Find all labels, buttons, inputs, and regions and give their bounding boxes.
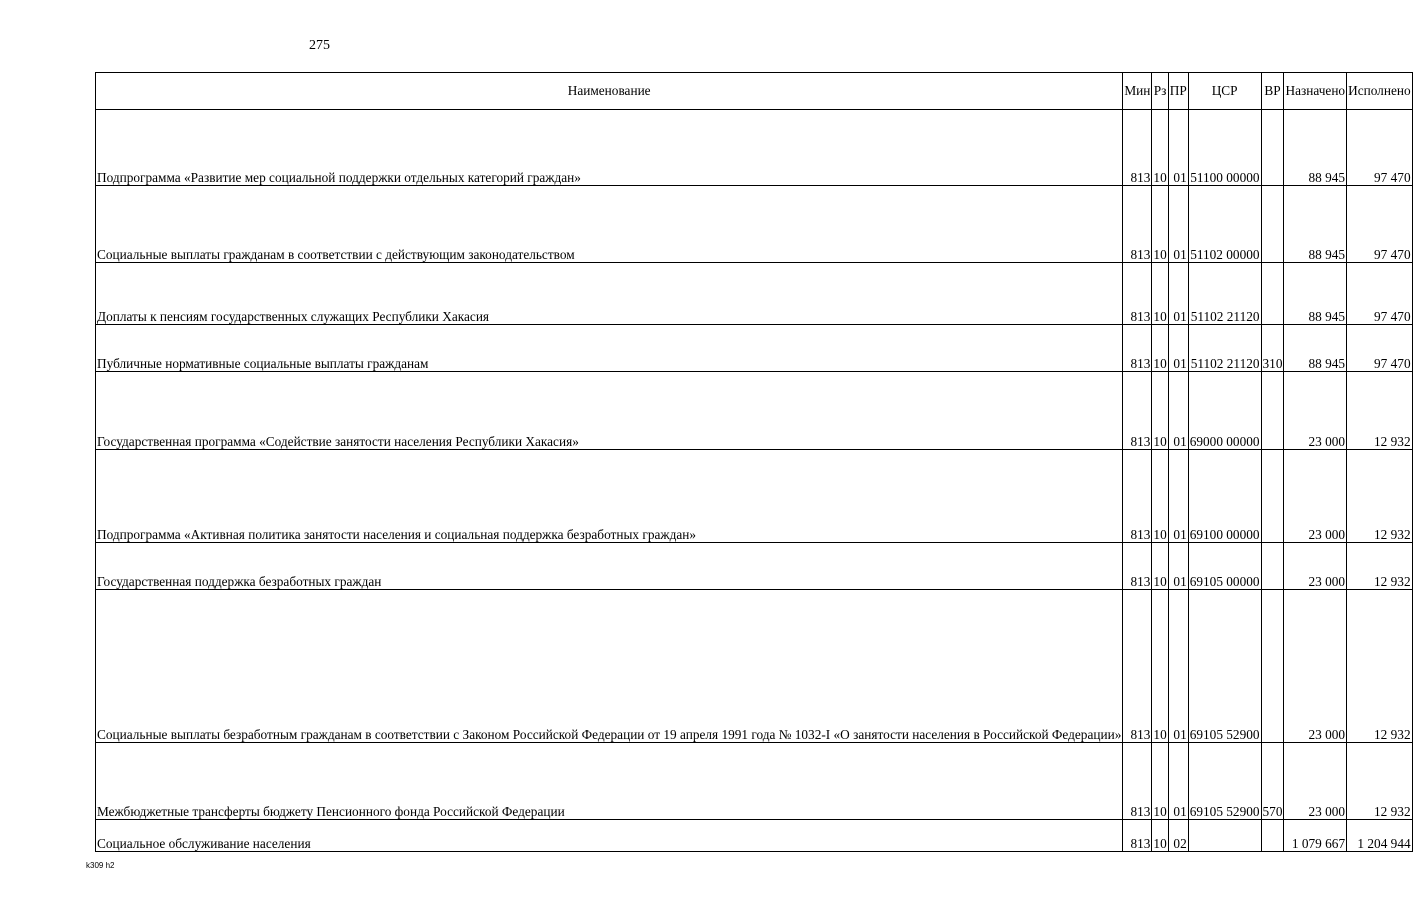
header-assigned: Назначено [1284, 73, 1347, 110]
row-name: Социальные выплаты гражданам в соответствии с действующим законодательством [96, 186, 1123, 263]
row-vr [1261, 263, 1284, 325]
row-pr: 02 [1168, 820, 1188, 852]
row-executed: 1 204 944 [1347, 820, 1413, 852]
table-row [96, 590, 1413, 743]
table-row [96, 263, 1413, 325]
row-pr: 01 [1168, 450, 1188, 543]
row-vr [1261, 590, 1284, 743]
table-row [96, 325, 1413, 372]
row-vr [1261, 543, 1284, 590]
table-row [96, 743, 1413, 820]
row-assigned: 1 079 667 [1284, 820, 1347, 852]
row-rz: 10 [1152, 543, 1168, 590]
row-csr [1188, 820, 1261, 852]
row-assigned: 88 945 [1284, 186, 1347, 263]
row-pr: 01 [1168, 743, 1188, 820]
budget-table [95, 72, 1413, 852]
row-min: 813 [1123, 590, 1152, 743]
header-name: Наименование [96, 73, 1123, 110]
row-assigned: 23 000 [1284, 543, 1347, 590]
row-min: 813 [1123, 372, 1152, 450]
row-min: 813 [1123, 450, 1152, 543]
table-row [96, 110, 1413, 186]
row-rz: 10 [1152, 820, 1168, 852]
row-vr: 310 [1261, 325, 1284, 372]
row-csr: 51102 21120 [1188, 325, 1261, 372]
row-rz: 10 [1152, 325, 1168, 372]
row-assigned: 88 945 [1284, 263, 1347, 325]
row-name: Государственная поддержка безработных граждан [96, 543, 1123, 590]
row-executed: 12 932 [1347, 590, 1413, 743]
row-pr: 01 [1168, 110, 1188, 186]
row-rz: 10 [1152, 450, 1168, 543]
row-rz: 10 [1152, 110, 1168, 186]
row-vr [1261, 186, 1284, 263]
row-csr: 51102 00000 [1188, 186, 1261, 263]
row-name: Подпрограмма «Развитие мер социальной поддержки отдельных категорий граждан» [96, 110, 1123, 186]
row-executed: 97 470 [1347, 186, 1413, 263]
row-min: 813 [1123, 543, 1152, 590]
table-row [96, 186, 1413, 263]
row-name: Публичные нормативные социальные выплаты гражданам [96, 325, 1123, 372]
row-name: Подпрограмма «Активная политика занятости населения и социальная поддержка безработных граждан» [96, 450, 1123, 543]
footer-code: k309 h2 [86, 861, 115, 870]
row-vr [1261, 110, 1284, 186]
row-executed: 97 470 [1347, 325, 1413, 372]
row-min: 813 [1123, 743, 1152, 820]
row-executed: 12 932 [1347, 372, 1413, 450]
row-min: 813 [1123, 263, 1152, 325]
row-min: 813 [1123, 186, 1152, 263]
row-pr: 01 [1168, 186, 1188, 263]
row-executed: 12 932 [1347, 450, 1413, 543]
row-rz: 10 [1152, 186, 1168, 263]
header-rz: Рз [1152, 73, 1168, 110]
row-pr: 01 [1168, 372, 1188, 450]
row-vr [1261, 372, 1284, 450]
row-executed: 97 470 [1347, 110, 1413, 186]
row-name: Межбюджетные трансферты бюджету Пенсионного фонда Российской Федерации [96, 743, 1123, 820]
table-row [96, 820, 1413, 852]
table-row [96, 543, 1413, 590]
row-csr: 51100 00000 [1188, 110, 1261, 186]
row-pr: 01 [1168, 325, 1188, 372]
header-csr: ЦСР [1188, 73, 1261, 110]
row-csr: 69100 00000 [1188, 450, 1261, 543]
table-row [96, 372, 1413, 450]
row-name: Социальные выплаты безработным гражданам в соответствии с Законом Российской Федерации от 19 апреля 1991 года № 1032-I «О занятости населения в Российской Федерации» [96, 590, 1123, 743]
header-min: Мин [1123, 73, 1152, 110]
row-assigned: 23 000 [1284, 450, 1347, 543]
row-csr: 69105 52900 [1188, 743, 1261, 820]
table-row [96, 450, 1413, 543]
row-vr: 570 [1261, 743, 1284, 820]
row-rz: 10 [1152, 743, 1168, 820]
row-name: Социальное обслуживание населения [96, 820, 1123, 852]
row-name: Доплаты к пенсиям государственных служащих Республики Хакасия [96, 263, 1123, 325]
row-pr: 01 [1168, 263, 1188, 325]
row-rz: 10 [1152, 372, 1168, 450]
row-assigned: 23 000 [1284, 743, 1347, 820]
row-assigned: 23 000 [1284, 372, 1347, 450]
row-executed: 12 932 [1347, 743, 1413, 820]
row-rz: 10 [1152, 263, 1168, 325]
row-assigned: 23 000 [1284, 590, 1347, 743]
row-vr [1261, 820, 1284, 852]
row-vr [1261, 450, 1284, 543]
row-assigned: 88 945 [1284, 110, 1347, 186]
header-vr: ВР [1261, 73, 1284, 110]
row-rz: 10 [1152, 590, 1168, 743]
header-executed: Исполнено [1347, 73, 1413, 110]
row-pr: 01 [1168, 543, 1188, 590]
header-pr: ПР [1168, 73, 1188, 110]
row-executed: 12 932 [1347, 543, 1413, 590]
row-assigned: 88 945 [1284, 325, 1347, 372]
page-number: 275 [309, 38, 330, 53]
row-min: 813 [1123, 820, 1152, 852]
row-csr: 69105 00000 [1188, 543, 1261, 590]
row-name: Государственная программа «Содействие занятости населения Республики Хакасия» [96, 372, 1123, 450]
table-header-row [96, 73, 1413, 110]
row-pr: 01 [1168, 590, 1188, 743]
row-min: 813 [1123, 110, 1152, 186]
row-executed: 97 470 [1347, 263, 1413, 325]
row-csr: 69105 52900 [1188, 590, 1261, 743]
row-csr: 69000 00000 [1188, 372, 1261, 450]
row-min: 813 [1123, 325, 1152, 372]
row-csr: 51102 21120 [1188, 263, 1261, 325]
